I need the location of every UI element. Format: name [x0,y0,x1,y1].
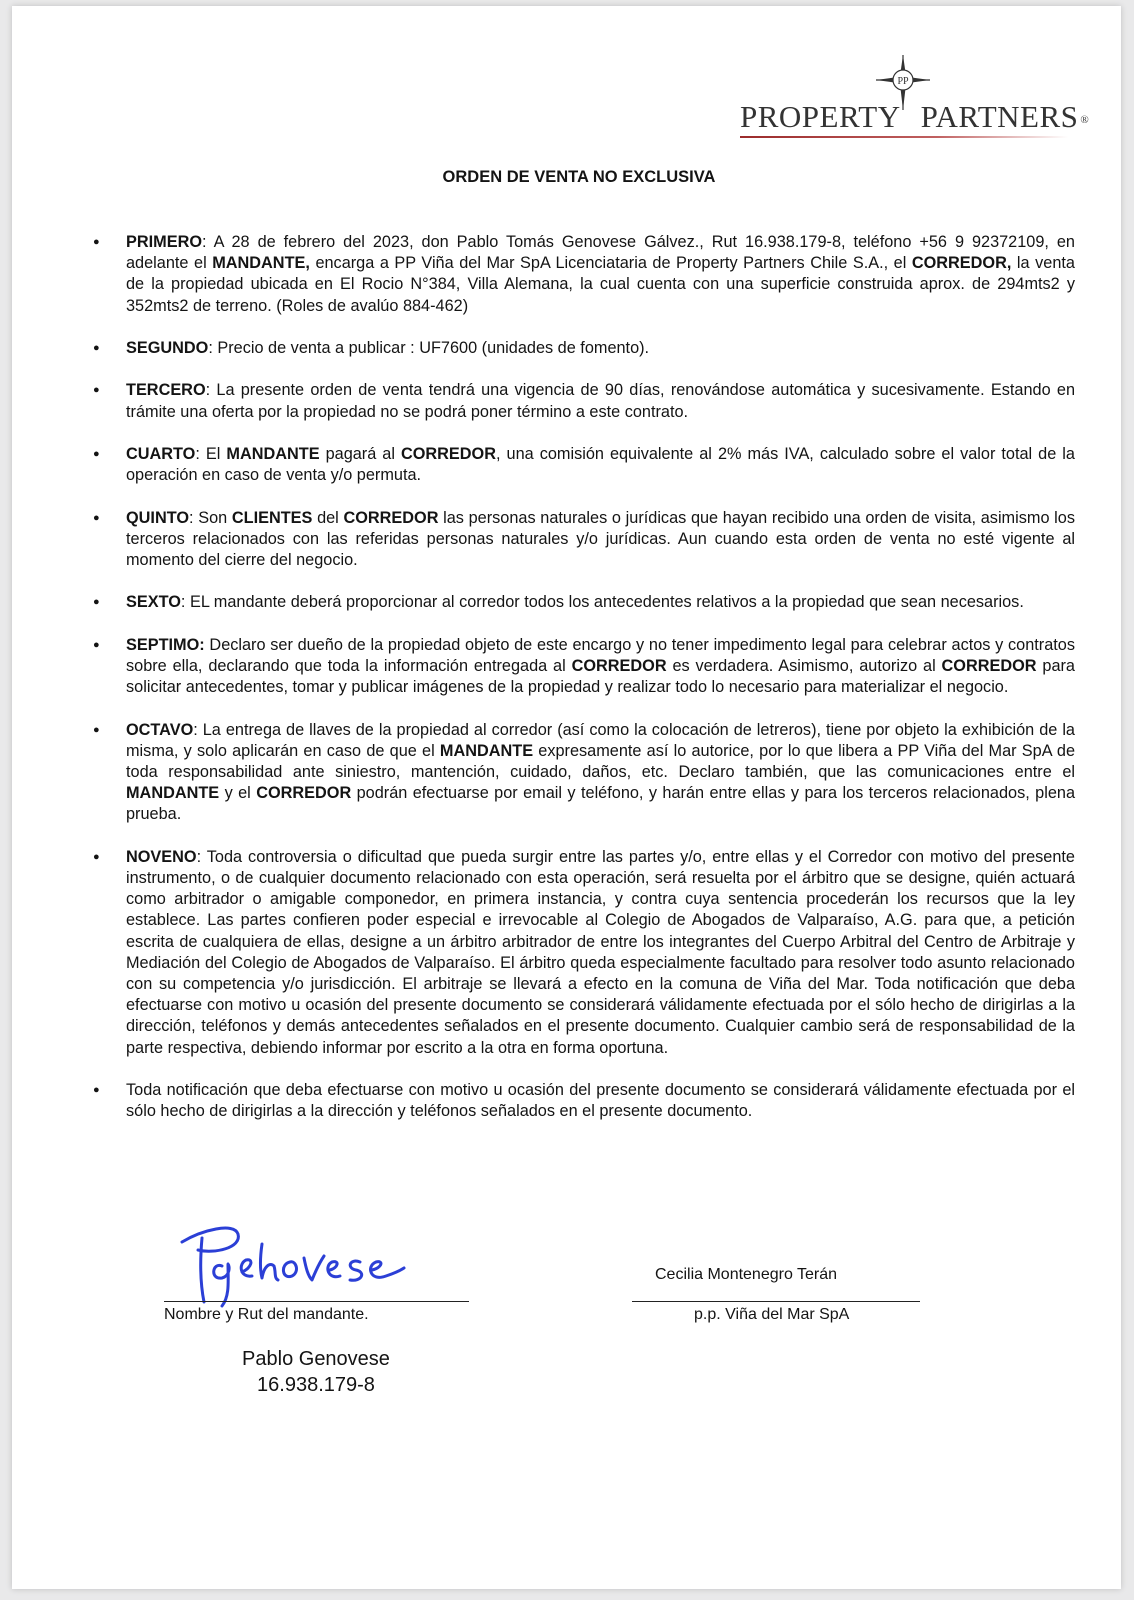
clause-heading: PRIMERO [126,233,202,251]
corredor-signature-label: p.p. Viña del Mar SpA [694,1306,850,1323]
clause-text: para solicitar antecedentes, tomar y publicar imágenes de la propiedad y realizar todo lo necesario para materializar el negocio. [126,656,1075,697]
clause-text: : Son [189,508,232,527]
clause-text: la venta de la propiedad ubicada en El Rocio N°384, Villa Alemana, la cual cuenta con una superficie construida aprox. de 294mts2 y 352mts2 de terreno. (Roles de avalúo 884-462) [126,254,1075,315]
clause-list [126,232,1075,1144]
mandante-name: Pablo Genovese [242,1348,390,1370]
clause-bold-term: CLIENTES [231,508,313,527]
clause-bold-term: MANDANTE, [212,254,310,273]
property-partners-logo [740,54,1090,144]
clause-text: pagará al [319,444,401,463]
clause-text: : El [195,444,227,463]
clause-heading: TERCERO [126,381,206,400]
clause-text: , una comisión equivalente al 2% más IVA, calculado sobre el valor total de la operación en caso de venta y/o permuta. [126,444,1075,485]
clause-item [126,380,1075,422]
clause-heading: OCTAVO [126,720,194,739]
corredor-name: Cecilia Montenegro Terán [655,1266,838,1283]
mandante-signature-label: Nombre y Rut del mandante. [164,1306,369,1323]
clause-text: expresamente así lo autorice, por lo que libera a PP Viña del Mar SpA de toda responsabilidad ante siniestro, mantención, cuidado, daños, etc. Declaro también, que las comunicaciones entre el [126,741,1076,781]
clause-item [126,592,1075,613]
clause-text: las personas naturales o jurídicas que hayan recibido una orden de visita, asimismo los terceros relacionados con las referidas personas naturales y/o jurídicas. Aun cuando esta orden de venta no esté vigente al momento del cierre del negocio. [126,508,1075,569]
clause-heading: SEGUNDO [126,339,209,357]
clause-bold-term: CORREDOR [941,656,1037,675]
clause-item [126,635,1075,699]
document-page [12,6,1121,1589]
clause-text: : Toda controversia o dificultad que pueda surgir entre las partes y/o, entre ellas y el Corredor con motivo del presente instrumento, o de cualquier documento relacionado con esta operación, será resuelta por el árbitro que se designe, quién actuará como arbitrador o amigable componedor, en primera instancia, y contra cuya sentencia procederán los recursos que la ley establece. Las partes confieren poder especial e irrevocable al Colegio de Abogados de Valparaíso, A.G. para que, a petición escrita de cualquiera de ellas, designe a un árbitro arbitrador de entre los integrantes del Cuerpo Arbitral del Centro de Arbitraje y Mediación del Colegio de Abogados de Valparaíso. El árbitro queda especialmente facultado para resolver todo asunto relacionado con su competencia y/o jurisdicción. El arbitraje se llevará a efecto en la comuna de Viña del Mar. Toda notificación que deba efectuarse con motivo u ocasión del presente documento se considerará válidamente efectuada por el sólo hecho de dirigirlas a la dirección, teléfonos y demás antecedentes señalados en el presente documento. Cualquier cambio será de responsabilidad de la parte respectiva, debiendo informar por escrito a la otra en forma oportuna. [126,847,1075,1057]
clause-text: : A 28 de febrero del 2023, don Pablo Tomás Genovese Gálvez., Rut 16.938.179-8, teléfono +56 9 92372109, en adelante el [126,233,1075,273]
logo-underline [740,136,1068,138]
clause-bold-term: MANDANTE [126,784,220,803]
clause-item [126,232,1075,317]
document-title: ORDEN DE VENTA NO EXCLUSIVA [442,168,716,186]
clause-heading: SEXTO [126,593,181,612]
clause-text: : EL mandante deberá proporcionar al corredor todos los antecedentes relativos a la propiedad que sean necesarios. [180,593,1024,612]
clause-item [126,338,1075,359]
clause-bold-term: CORREDOR, [911,254,1012,273]
clause-heading: NOVENO [126,847,197,866]
clause-text: del [312,508,344,527]
clause-text: : La presente orden de venta tendrá una vigencia de 90 días, renovándose automática y sucesivamente. Estando en trámite una oferta por la propiedad no se podrá poner término a este contrato. [126,381,1075,421]
mandante-rut: 16.938.179-8 [257,1374,375,1396]
clause-item [126,444,1075,486]
clause-text: encarga a PP Viña del Mar SpA Licenciataria de Property Partners Chile S.A., el [309,254,912,273]
clause-bold-term: CORREDOR [256,784,352,803]
clause-item [126,847,1075,1059]
clause-text: Declaro ser dueño de la propiedad objeto de este encargo y no tener impedimento legal para celebrar actos y contratos sobre ella, declarando que toda la información entregada al [126,635,1075,675]
mandante-signature-line [164,1301,469,1302]
clause-bold-term: CORREDOR [400,444,496,463]
clause-text: y el [219,784,257,803]
clause-item [126,508,1075,572]
clause-text: : Precio de venta a publicar : UF7600 (unidades de fomento). [208,339,650,357]
clause-heading: CUARTO [126,444,196,463]
clause-heading: SEPTIMO: [126,635,205,654]
clause-text: : La entrega de llaves de la propiedad al corredor (así como la colocación de letreros), tiene por objeto la exhibición de la misma, y solo aplicarán en caso de que el [126,720,1075,760]
clause-text: Toda notificación que deba efectuarse con motivo u ocasión del presente documento se considerará válidamente efectuada por el sólo hecho de dirigirlas a la dirección y teléfonos señalados en el presente documento. [126,1080,1075,1121]
clause-bold-term: CORREDOR [343,508,439,527]
handwritten-signature [172,1214,412,1310]
clause-item [126,720,1075,826]
clause-text: podrán efectuarse por email y teléfono, y harán entre ellas y para los terceros relacionados, plena prueba. [126,784,1075,824]
clause-text: es verdadera. Asimismo, autorizo al [666,656,942,675]
clause-bold-term: MANDANTE [439,741,534,760]
logo-wordmark: PROPERTY PARTNERS ® [740,99,1090,134]
clause-item [126,1080,1075,1122]
clause-bold-term: CORREDOR [571,656,667,675]
svg-text:PP: PP [897,76,909,87]
corredor-signature-line [632,1301,920,1302]
clause-heading: QUINTO [126,508,190,527]
clause-bold-term: MANDANTE [226,444,320,463]
